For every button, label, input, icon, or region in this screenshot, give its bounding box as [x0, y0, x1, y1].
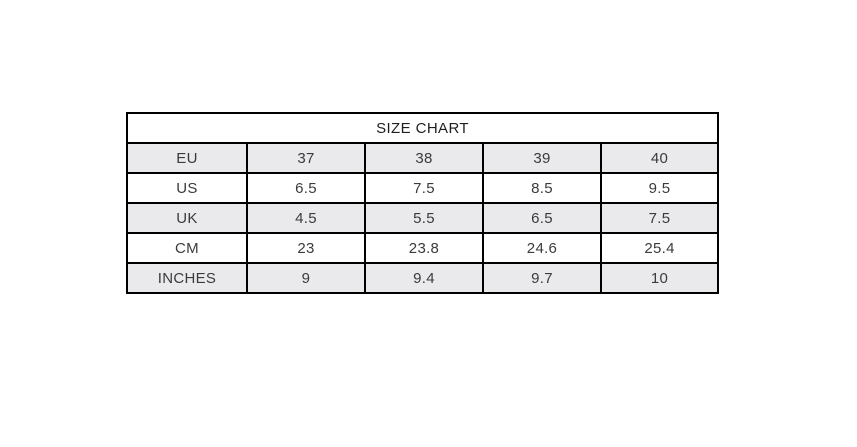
table-row-eu: [127, 143, 718, 173]
cell-us-1: 6.5: [247, 173, 365, 203]
row-label-inches: INCHES: [127, 263, 247, 293]
cell-inches-1: 9: [247, 263, 365, 293]
cell-cm-1: 23: [247, 233, 365, 263]
cell-eu-2: 38: [365, 143, 483, 173]
table-row-inches: [127, 263, 718, 293]
row-label-cm: CM: [127, 233, 247, 263]
row-label-uk: UK: [127, 203, 247, 233]
cell-inches-2: 9.4: [365, 263, 483, 293]
cell-us-3: 8.5: [483, 173, 601, 203]
cell-uk-2: 5.5: [365, 203, 483, 233]
row-label-us: US: [127, 173, 247, 203]
cell-eu-1: 37: [247, 143, 365, 173]
table-row-us: [127, 173, 718, 203]
table-title-row: [127, 113, 718, 143]
cell-eu-4: 40: [601, 143, 718, 173]
table-row-cm: [127, 233, 718, 263]
size-chart-table: [126, 112, 719, 294]
cell-cm-4: 25.4: [601, 233, 718, 263]
cell-cm-2: 23.8: [365, 233, 483, 263]
table-title: SIZE CHART: [127, 113, 718, 143]
cell-us-2: 7.5: [365, 173, 483, 203]
cell-inches-4: 10: [601, 263, 718, 293]
cell-inches-3: 9.7: [483, 263, 601, 293]
cell-uk-4: 7.5: [601, 203, 718, 233]
cell-uk-3: 6.5: [483, 203, 601, 233]
row-label-eu: EU: [127, 143, 247, 173]
cell-eu-3: 39: [483, 143, 601, 173]
cell-cm-3: 24.6: [483, 233, 601, 263]
cell-uk-1: 4.5: [247, 203, 365, 233]
table-row-uk: [127, 203, 718, 233]
cell-us-4: 9.5: [601, 173, 718, 203]
